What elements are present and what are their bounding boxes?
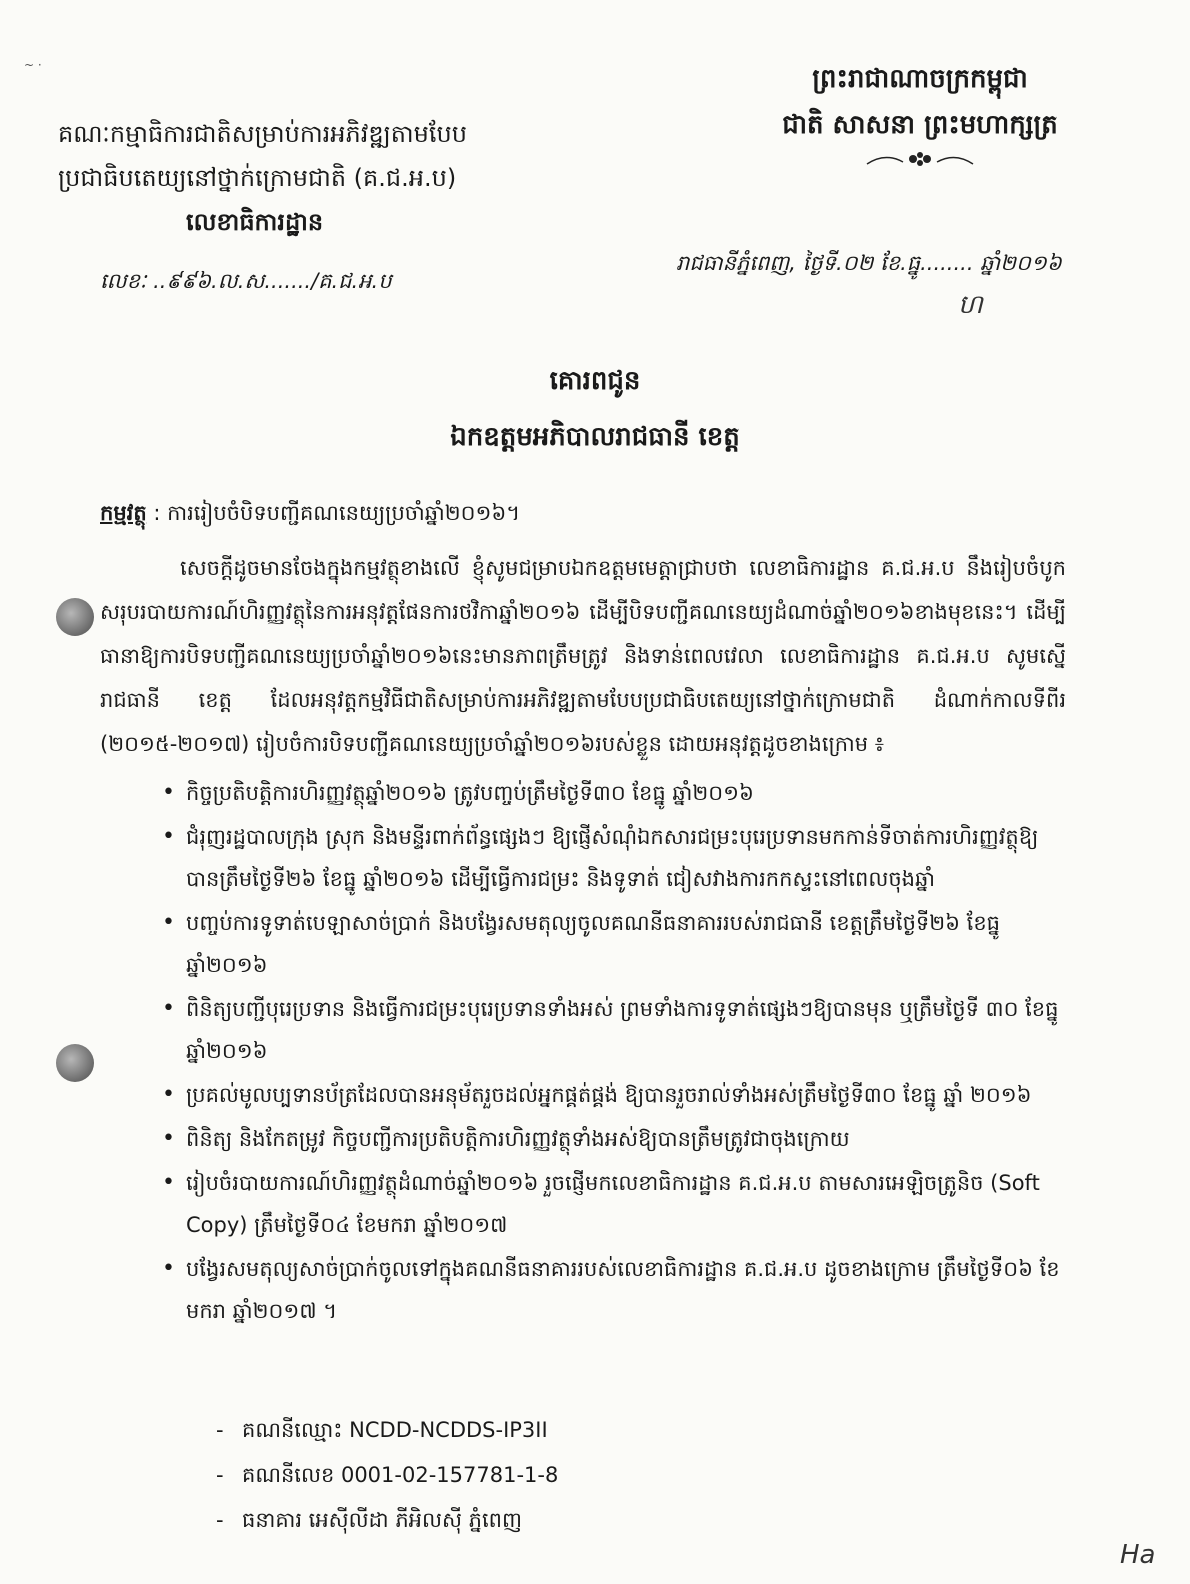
bullet-icon: • <box>162 780 175 805</box>
subject-text: : ការរៀបចំបិទបញ្ជីគណនេយ្យប្រចាំឆ្នាំ២០១៦។ <box>146 501 521 525</box>
list-item: • កិច្ចប្រតិបត្តិការហិរញ្ញវត្ថុឆ្នាំ២០១៦ ត្រូវបញ្ចប់ត្រឹមថ្ងៃទី៣០ ខែធ្នូ ឆ្នាំ២០១៦ <box>186 772 1066 814</box>
bullet-icon: • <box>162 1170 175 1195</box>
bullet-icon: • <box>162 824 175 849</box>
bullet-icon: • <box>162 910 175 935</box>
ornament-icon <box>740 148 1100 178</box>
salutation-line-1: គោរពជូន <box>549 366 641 396</box>
date-line: រាជធានីភ្នំពេញ, ថ្ងៃទី.០២ ខែ.ធ្នូ........ ឆ្នាំ២០១៦ <box>676 251 1062 275</box>
list-item: • ជំរុញរដ្ឋបាលក្រុង ស្រុក និងមន្ទីរពាក់ព័ន្ធផ្សេងៗ ឱ្យផ្ញើសំណុំឯកសារជម្រះបុរេប្រទានមកកាន់ទីចាត់ការហិរញ្ញវត្ថុឱ្យបានត្រឹមថ្ងៃទី២៦ ខែធ្នូ ឆ្នាំ២០១៦ ដើម្បីធ្វើការជម្រះ និងទូទាត់ ជៀសវាងការកកស្ទះនៅពេលចុងឆ្នាំ <box>186 816 1066 900</box>
bullet-icon: • <box>162 1082 175 1107</box>
kingdom-line-1: ព្រះរាជាណាចក្រកម្ពុជា <box>812 64 1028 94</box>
bullet-icon: • <box>162 996 175 1021</box>
kingdom-line-2: ជាតិ សាសនា ព្រះមហាក្សត្រ <box>782 110 1058 140</box>
kingdom-header <box>740 56 1100 178</box>
punch-hole <box>56 598 94 636</box>
subject-line <box>100 498 1080 528</box>
bank-account-name: - គណនីឈ្មោះ NCDD-NCDDS-IP3II <box>216 1418 548 1442</box>
issuer-header <box>58 112 538 244</box>
body-paragraph: សេចក្តីដូចមានចែងក្នុងកម្មវត្ថុខាងលើ ខ្ញុំសូមជម្រាបឯកឧត្តមមេត្តាជ្រាបថា លេខាធិការដ្ឋាន គ.ជ.អ.ប នឹងរៀបចំបូកសរុបរបាយការណ៍ហិរញ្ញវត្ថុនៃការអនុវត្តផែនការថវិកាឆ្នាំ២០១៦ ដើម្បីបិទបញ្ជីគណនេយ្យដំណាច់ឆ្នាំ២០១៦ខាងមុខនេះ។ ដើម្បីធានាឱ្យការបិទបញ្ជីគណនេយ្យប្រចាំឆ្នាំ២០១៦នេះមានភាពត្រឹមត្រូវ និងទាន់ពេលវេលា លេខាធិការដ្ឋាន គ.ជ.អ.ប សូមស្នើរាជធានី ខេត្ត ដែលអនុវត្តកម្មវិធីជាតិសម្រាប់ការអភិវឌ្ឍតាមបែបប្រជាធិបតេយ្យនៅថ្នាក់ក្រោមជាតិ ដំណាក់កាលទីពីរ (២០១៥-២០១៧) រៀបចំការបិទបញ្ជីគណនេយ្យប្រចាំឆ្នាំ២០១៦របស់ខ្លួន ដោយអនុវត្តដូចខាងក្រោម ៖ <box>100 556 1066 756</box>
list-item: • បញ្ចប់ការទូទាត់បេឡាសាច់ប្រាក់ និងបង្វែរសមតុល្យចូលគណនីធនាគាររបស់រាជធានី ខេត្តត្រឹមថ្ងៃទី២៦ ខែធ្នូ ឆ្នាំ២០១៦ <box>186 902 1066 986</box>
initials-mark: Ha <box>1120 1540 1156 1570</box>
bank-name: - ធនាគារ អេស៊ីលីដា ភីអិលស៊ី ភ្នំពេញ <box>216 1508 522 1532</box>
list-item: • បង្វែរសមតុល្យសាច់ប្រាក់ចូលទៅក្នុងគណនីធនាគាររបស់លេខាធិការដ្ឋាន គ.ជ.អ.ប ដូចខាងក្រោម ត្រឹមថ្ងៃទី០៦ ខែមករា ឆ្នាំ២០១៧ ។ <box>186 1248 1066 1332</box>
subject-label: កម្មវត្ថុ <box>100 501 147 525</box>
instruction-list <box>162 772 1066 1334</box>
issuer-line-2: ប្រជាធិបតេយ្យនៅថ្នាក់ក្រោមជាតិ (គ.ជ.អ.ប) <box>58 164 457 192</box>
list-item: • រៀបចំរបាយការណ៍ហិរញ្ញវត្ថុដំណាច់ឆ្នាំ២០១៦ រួចផ្ញើមកលេខាធិការដ្ឋាន គ.ជ.អ.ប តាមសារអេឡិចត្រូនិច (Soft Copy) ត្រឹមថ្ងៃទី០៤ ខែមករា ឆ្នាំ២០១៧ <box>186 1162 1066 1246</box>
handwritten-mark: ហ <box>958 290 983 320</box>
bank-details <box>216 1408 558 1543</box>
list-item: • ពិនិត្យបញ្ជីបុរេប្រទាន និងធ្វើការជម្រះបុរេប្រទានទាំងអស់ ព្រមទាំងការទូទាត់ផ្សេងៗឱ្យបានមុន ឬត្រឹមថ្ងៃទី ៣០ ខែធ្នូ ឆ្នាំ២០១៦ <box>186 988 1066 1072</box>
issuer-line-3: លេខាធិការដ្ឋាន <box>186 208 324 236</box>
salutation-line-2: ឯកឧត្តមអភិបាលរាជធានី ខេត្ត <box>450 422 740 452</box>
bank-account-number: - គណនីលេខ 0001-02-157781-1-8 <box>216 1463 559 1487</box>
punch-hole <box>56 1044 94 1082</box>
list-item: • ប្រគល់មូលប្បទានប័ត្រដែលបានអនុម័តរួចដល់អ្នកផ្គត់ផ្គង់ ឱ្យបានរួចរាល់ទាំងអស់ត្រឹមថ្ងៃទី៣០ ខែធ្នូ ឆ្នាំ ២០១៦ <box>186 1074 1066 1116</box>
issuer-line-1: គណៈកម្មាធិការជាតិសម្រាប់ការអភិវឌ្ឍតាមបែប <box>58 120 467 148</box>
bullet-icon: • <box>162 1256 175 1281</box>
bullet-icon: • <box>162 1126 175 1151</box>
scan-speck: ~ · <box>24 58 42 72</box>
list-item: • ពិនិត្យ និងកែតម្រូវ កិច្ចបញ្ជីការប្រតិបត្តិការហិរញ្ញវត្ថុទាំងអស់ឱ្យបានត្រឹមត្រូវជាចុងក្រោយ <box>186 1118 1066 1160</box>
reference-number: លេខៈ ..៩៩៦.ល.ស......./គ.ជ.អ.ប <box>100 269 392 293</box>
